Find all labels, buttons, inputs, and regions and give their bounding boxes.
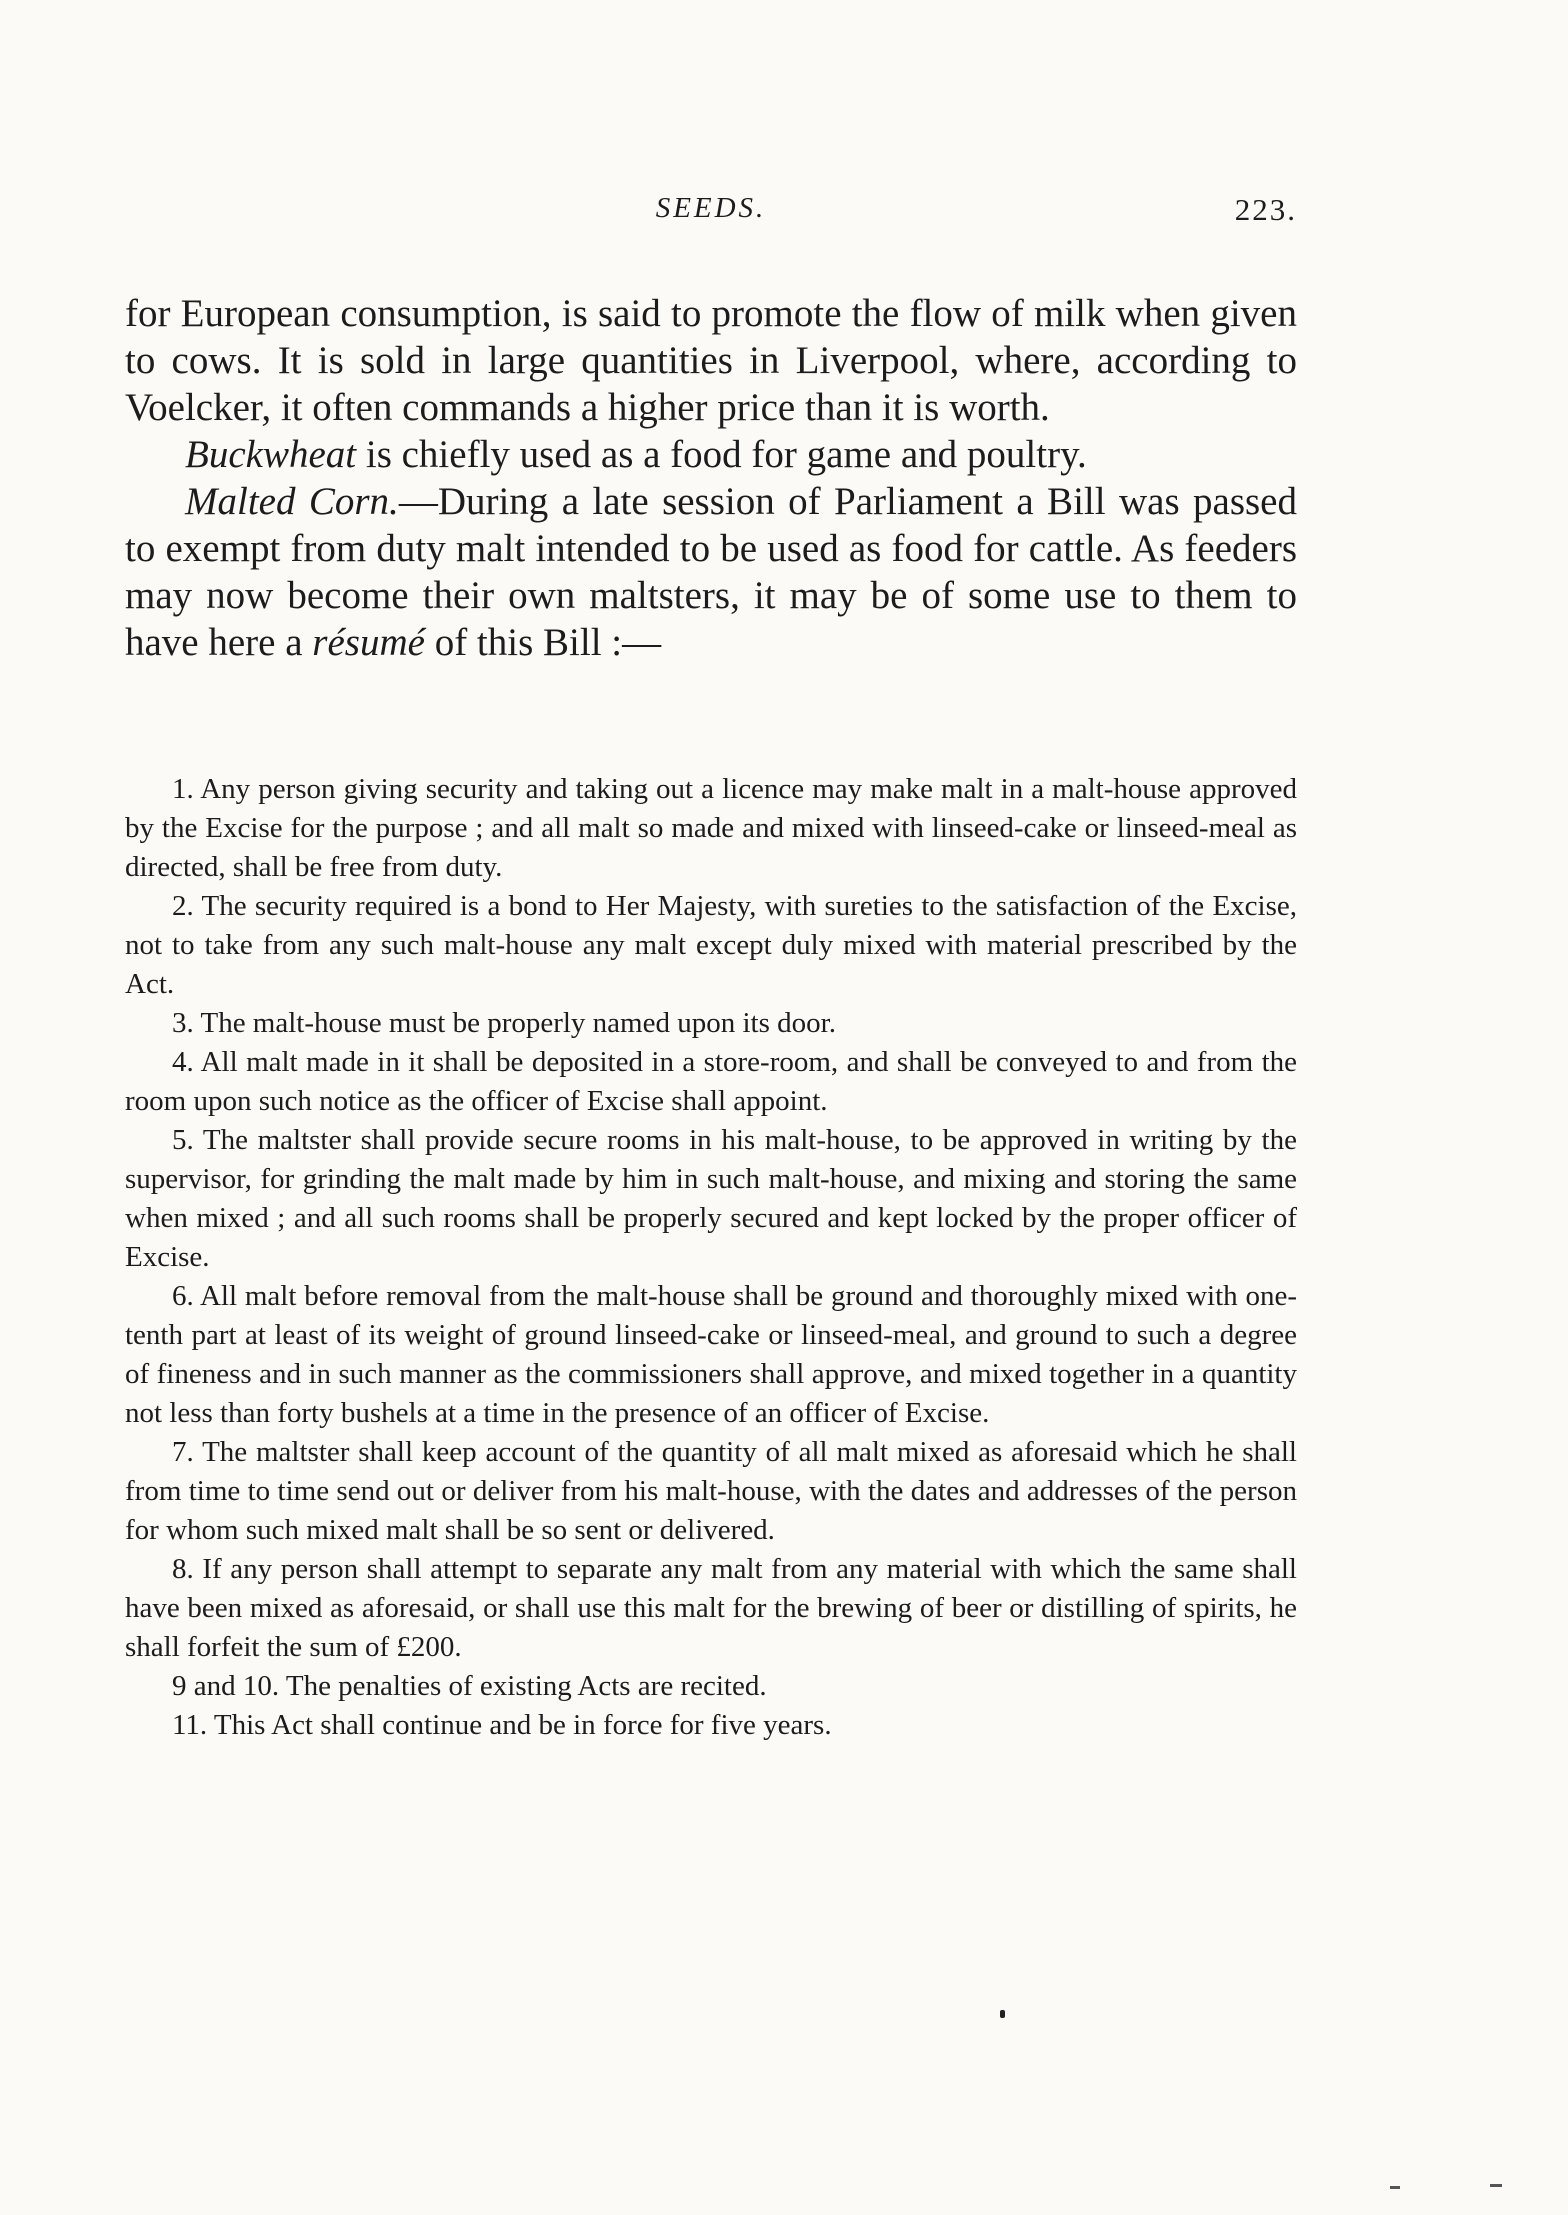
page-number: 223. (1234, 192, 1297, 227)
list-item (125, 1706, 1297, 1745)
list-item-number: 3. (172, 1007, 194, 1039)
ink-speck-mark (1000, 2010, 1005, 2018)
list-item (125, 1121, 1297, 1277)
list-item-number: 1. (172, 773, 194, 805)
list-item (125, 1043, 1297, 1121)
list-item-number: 11. (172, 1709, 208, 1741)
list-item-text: If any person shall attempt to separate any malt from any material with which the same shall have been mixed as aforesaid, or shall use this malt for the brewing of beer or distilling of spirits, he shall forfeit the sum of £200. (125, 1553, 1297, 1663)
list-item-text: The malt-house must be properly named upon its door. (193, 1007, 836, 1039)
list-item-number: 5. (172, 1124, 194, 1156)
malted-corn-text: —During a late session of Parliament a Bill was passed to exempt from duty malt intended to be used as food for cattle. As feeders may now become their own maltsters, it may be of some use to them to have here a (125, 480, 1297, 664)
scan-artifact-mark (1490, 2184, 1502, 2187)
list-item-number: 8. (172, 1553, 194, 1585)
list-item-text: The penalties of existing Acts are recited. (279, 1670, 767, 1702)
list-item-number: 6. (172, 1280, 194, 1312)
list-item (125, 1433, 1297, 1550)
running-head: SEEDS. (655, 192, 767, 224)
list-item-text: All malt before removal from the malt-house shall be ground and thoroughly mixed with one-tenth part at least of its weight of ground linseed-cake or linseed-meal, and ground to such a degree of fineness and in such manner as the commissioners shall approve, and mixed together in a quantity not less than forty bushels at a time in the presence of an officer of Excise. (125, 1280, 1297, 1429)
scan-artifact-mark (1390, 2186, 1400, 2189)
list-item (125, 1667, 1297, 1706)
buckwheat-text: is chiefly used as a food for game and poultry. (356, 433, 1087, 476)
page-header (125, 192, 1297, 232)
malted-corn-heading: Malted Corn. (185, 480, 399, 523)
list-item-text: All malt made in it shall be deposited in a store-room, and shall be conveyed to and from the room upon such notice as the officer of Excise shall appoint. (125, 1046, 1297, 1117)
list-item-text: The maltster shall keep account of the quantity of all malt mixed as aforesaid which he shall from time to time send out or deliver from his malt-house, with the dates and addresses of the person for whom such mixed malt shall be so sent or delivered. (125, 1436, 1297, 1546)
paragraph-buckwheat (125, 431, 1297, 478)
malted-corn-text-end: of this Bill :— (424, 621, 662, 664)
paragraph-malted-corn (125, 478, 1297, 666)
list-item-text: The security required is a bond to Her Majesty, with sureties to the satisfaction of the Excise, not to take from any such malt-house any malt except duly mixed with material prescribed by the Act. (125, 890, 1297, 1000)
list-item (125, 1277, 1297, 1433)
body-text (125, 290, 1297, 666)
list-item (125, 887, 1297, 1004)
list-item-number: 9 and 10. (172, 1670, 280, 1702)
list-item-number: 4. (172, 1046, 194, 1078)
list-item-text: The maltster shall provide secure rooms in his malt-house, to be approved in writing by the supervisor, for grinding the malt made by him in such malt-house, and mixing and storing the same when mixed ; and all such rooms shall be properly secured and kept locked by the proper officer of Excise. (125, 1124, 1297, 1273)
list-item-number: 2. (172, 890, 194, 922)
paragraph-continuation: for European consumption, is said to promote the flow of milk when given to cows. It is sold in large quantities in Liverpool, where, according to Voelcker, it often commands a higher price than it is worth. (125, 292, 1297, 429)
resume-term: résumé (312, 621, 425, 664)
list-item-text: This Act shall continue and be in force for five years. (207, 1709, 832, 1741)
list-item-text: Any person giving security and taking out a licence may make malt in a malt-house approved by the Excise for the purpose ; and all malt so made and mixed with linseed-cake or linseed-meal as directed, shall be free from duty. (125, 773, 1297, 883)
list-item-number: 7. (172, 1436, 194, 1468)
bill-provisions-list (125, 770, 1297, 1745)
list-item (125, 1004, 1297, 1043)
buckwheat-heading: Buckwheat (185, 433, 357, 476)
list-item (125, 770, 1297, 887)
list-item (125, 1550, 1297, 1667)
